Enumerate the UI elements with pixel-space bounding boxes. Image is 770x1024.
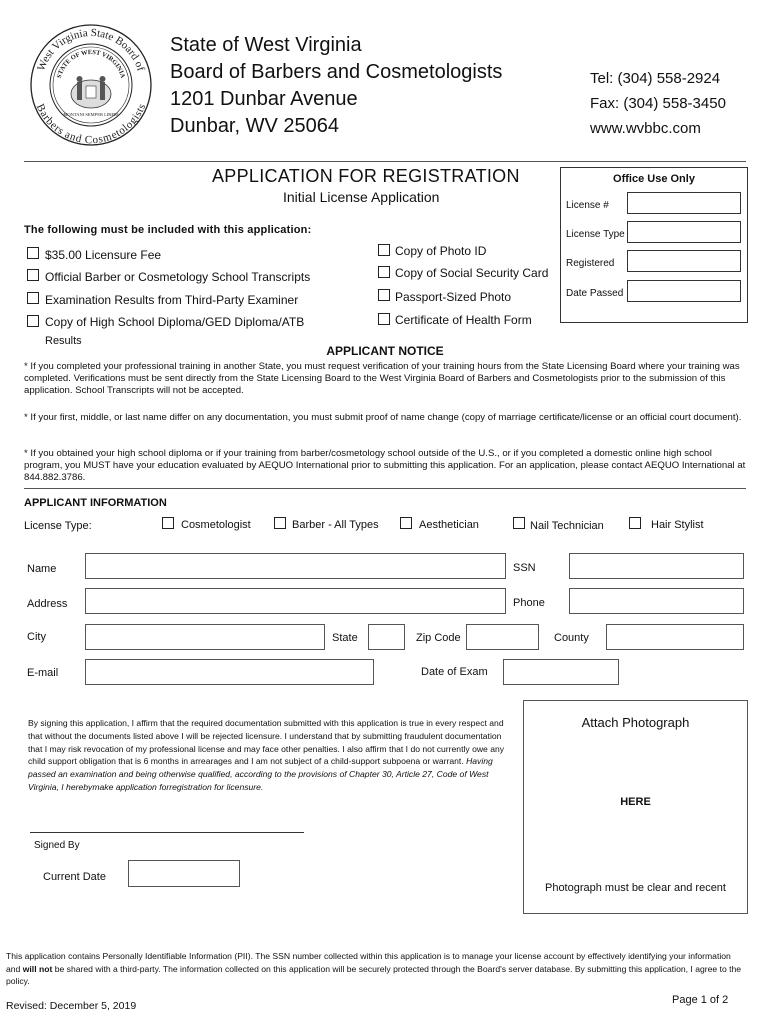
office-date-passed-label: Date Passed [566,288,624,299]
state-seal [28,22,154,148]
office-license-number-label: License # [566,200,609,211]
phone-field[interactable] [569,588,744,614]
license-aesthetician-checkbox[interactable] [400,517,412,529]
name-label: Name [27,563,57,575]
office-date-passed-field[interactable] [627,280,741,302]
req-exam-results-label: Examination Results from Third-Party Examiner [45,293,299,307]
req-transcripts-checkbox[interactable] [27,269,39,281]
office-license-type-label: License Type [566,229,625,240]
photo-title: Attach Photograph [581,715,690,730]
affirmation-plain: By signing this application, I affirm that the required documentation submitted with this application is true in every respect and that without the documents listed above I will be rejected licensure. I understand that by submitting fraudulent documentation that I may risk revocation of my professional license and may face other penalties. I also affirm that I do not currently owe any child support obligation that is 6 months in arrearages and I am not subject of a child-support subpoena or warrant. [28,718,505,767]
license-hair-stylist-checkbox[interactable] [629,517,641,529]
req-health-form-label: Certificate of Health Form [395,313,532,327]
req-passport-photo-label: Passport-Sized Photo [395,290,512,304]
header-line-2: Board of Barbers and Cosmetologists [170,61,503,83]
req-diploma-label-cont: Results [45,335,82,347]
office-use-panel [560,167,748,323]
current-date-label: Current Date [43,871,106,883]
req-passport-photo-checkbox[interactable] [378,289,390,301]
header-line-3: 1201 Dunbar Avenue [170,88,358,110]
seal-graphic [28,22,154,148]
pii-notice [6,950,746,988]
req-ssn-card-checkbox[interactable] [378,266,390,278]
notice-paragraph-2: * If your first, middle, or last name differ on any documentation, you must submit proof of name change (copy of marriage certificate/license or an official court document). [24,412,742,423]
address-field[interactable] [85,588,506,614]
req-fee-checkbox[interactable] [27,247,39,259]
photo-here: HERE [620,796,651,808]
date-of-exam-field[interactable] [503,659,619,685]
office-license-type-field[interactable] [627,221,741,243]
license-barber-checkbox[interactable] [274,517,286,529]
email-label: E-mail [27,667,59,679]
svg-text:Barbers and Cosmetologists [34,102,148,146]
form-title: APPLICATION FOR REGISTRATION [212,166,520,186]
signed-by-label: Signed By [34,840,80,851]
req-photo-id-checkbox[interactable] [378,244,390,256]
header-line-4: Dunbar, WV 25064 [170,115,339,137]
req-exam-results-checkbox[interactable] [27,292,39,304]
svg-text:STATE OF WEST VIRGINIA [56,49,126,79]
county-label: County [554,632,589,644]
license-barber-label: Barber - All Types [292,519,379,531]
seal-top-text: West Virginia State Board of [35,26,147,73]
pii-notice-bold: will not [22,963,53,974]
revised-date: Revised: December 5, 2019 [6,1000,137,1012]
req-diploma-label: Copy of High School Diploma/GED Diploma/ATB [45,315,305,329]
office-license-number-field[interactable] [627,192,741,214]
affirmation-italic: Having passed an examination and being otherwise qualified, according to the provisions of Chapter 30, Article 27, Code of West Virginia, I herebymake application forregistration for licensure. [28,756,493,792]
license-cosmetologist-checkbox[interactable] [162,517,174,529]
notice-paragraph-3: * If you obtained your high school diploma or if your training from barber/cosmetology school outside of the U.S., or if you completed a domestic online high school program, you MUST have your education evaluated by AEQUO International prior to submitting this application. For an application, please contact AEQUO International at 844.882.3786. [24,448,746,483]
date-of-exam-label: Date of Exam [421,666,488,678]
license-hair-stylist-label: Hair Stylist [651,519,704,531]
header-fax: Fax: (304) 558-3450 [590,95,726,112]
requirements-heading: The following must be included with this application: [24,224,312,236]
notice-title: APPLICANT NOTICE [326,344,444,358]
photo-attachment-box[interactable] [523,700,748,914]
header-website[interactable]: www.wvbbc.com [590,120,701,137]
zip-code-field[interactable] [466,624,539,650]
office-registered-label: Registered [566,258,615,269]
pii-notice-part-2: be shared with a third-party. The information collected on this application will be securely protected through the Board's server database. By submitting this application, I agree to the policy. [6,963,742,986]
state-field[interactable] [368,624,405,650]
form-subtitle: Initial License Application [283,189,440,205]
ssn-field[interactable] [569,553,744,579]
current-date-field[interactable] [128,860,240,887]
city-label: City [27,631,46,643]
page-number: Page 1 of 2 [672,994,729,1006]
office-registered-field[interactable] [627,250,741,272]
state-label: State [332,632,358,644]
req-ssn-card-label: Copy of Social Security Card [395,266,549,280]
req-photo-id-label: Copy of Photo ID [395,244,487,258]
email-field[interactable] [85,659,374,685]
pii-notice-part-1: This application contains Personally Identifiable Information (PII). The SSN number collected within this application is to manage your license account by effectively identifying your information and [6,951,731,974]
address-label: Address [27,598,68,610]
zip-code-label: Zip Code [416,632,461,644]
req-diploma-checkbox[interactable] [27,315,39,327]
header-divider [24,161,746,162]
signature-line[interactable] [30,832,304,833]
license-nail-tech-checkbox[interactable] [513,517,525,529]
seal-inner-text: STATE OF WEST VIRGINIA [55,48,127,80]
county-field[interactable] [606,624,744,650]
license-nail-tech-label: Nail Technician [530,520,604,532]
notice-divider [24,488,746,489]
license-aesthetician-label: Aesthetician [419,519,479,531]
header-tel: Tel: (304) 558-2924 [590,70,721,87]
seal-bottom-text: Barbers and Cosmetologists [33,102,149,147]
req-transcripts-label: Official Barber or Cosmetology School Transcripts [45,270,311,284]
license-type-label: License Type: [24,520,92,532]
office-use-title: Office Use Only [613,173,695,185]
phone-label: Phone [513,597,545,609]
seal-motto: MONTANI SEMPER LIBERI [63,112,119,117]
req-health-form-checkbox[interactable] [378,313,390,325]
license-cosmetologist-label: Cosmetologist [181,519,251,531]
photo-note: Photograph must be clear and recent [544,882,726,894]
applicant-info-title: APPLICANT INFORMATION [24,497,167,509]
city-field[interactable] [85,624,325,650]
header-line-1: State of West Virginia [170,34,362,56]
notice-paragraph-1: * If you completed your professional training in another State, you must request verification of your training hours from the State Licensing Board where your training was completed. Verifications must be sent directly from the State Licensing Board to the West Virginia Board of Barbers and Cosmetologists prior to the submission of this application. School Transcripts will not be accepted. [24,361,740,396]
req-fee-label: $35.00 Licensure Fee [45,248,162,262]
affirmation-text [28,717,514,794]
name-field[interactable] [85,553,506,579]
ssn-label: SSN [513,562,536,574]
